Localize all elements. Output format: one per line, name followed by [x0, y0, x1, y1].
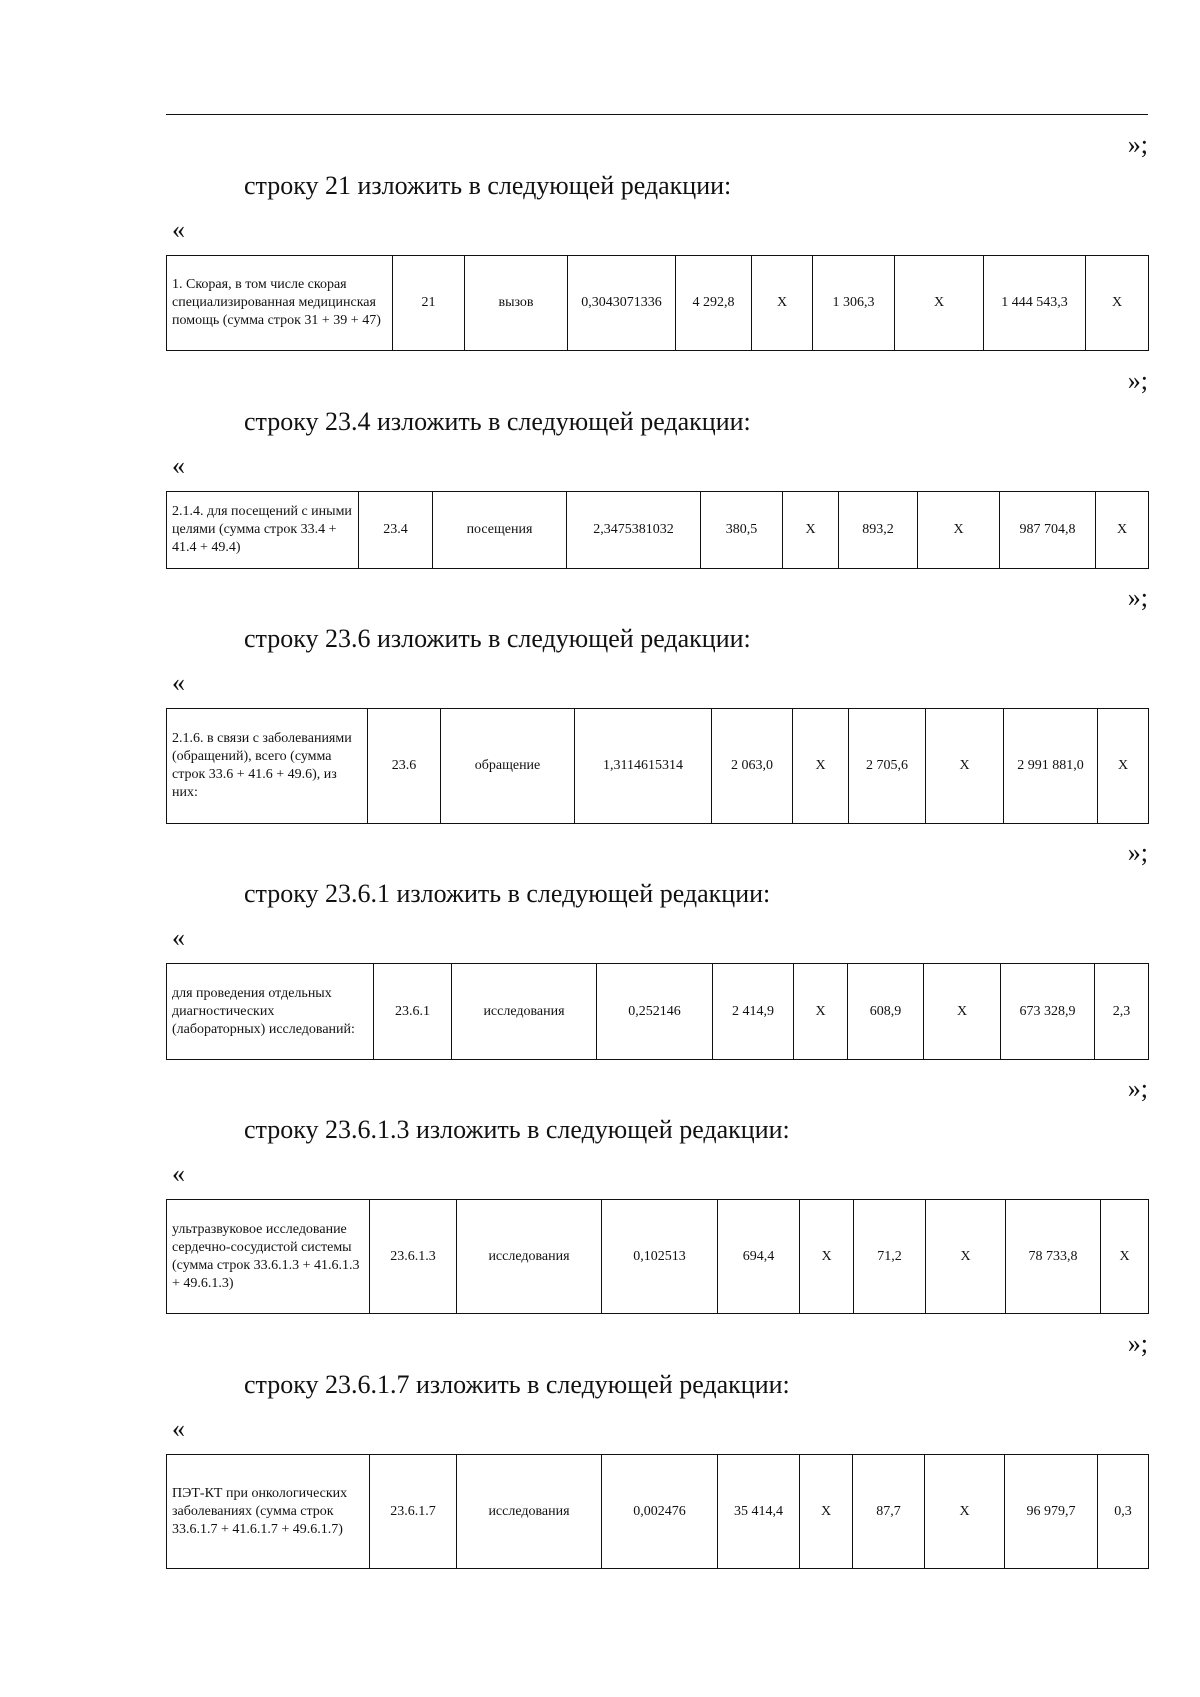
table-row	[167, 1455, 1149, 1569]
opening-quote: «	[172, 668, 185, 697]
unit-cell: исследования	[457, 1455, 602, 1569]
row-number-cell: 23.6.1.3	[370, 1200, 457, 1314]
unit-cell: посещения	[433, 492, 567, 569]
amendment-section-21	[166, 130, 1148, 352]
oms-per-capita-cell: 1 306,3	[813, 256, 895, 351]
amendment-section-23-6	[166, 583, 1148, 824]
amendment-table	[166, 963, 1149, 1060]
budget-total-cell: X	[925, 1455, 1005, 1569]
row-name-cell: 2.1.4. для посещений с иными целями (сумма строк 33.4 + 41.4 + 49.4)	[167, 492, 359, 569]
budget-total-cell: X	[926, 709, 1004, 824]
amendment-instruction: строку 23.6.1 изложить в следующей редакции:	[244, 879, 771, 908]
unit-cell: исследования	[452, 964, 597, 1060]
oms-per-capita-cell: 608,9	[848, 964, 924, 1060]
budget-per-capita-cell: X	[800, 1455, 853, 1569]
amendment-table	[166, 708, 1149, 824]
row-name-cell: 2.1.6. в связи с заболеваниями (обращений), всего (сумма строк 33.6 + 41.6 + 49.6), из них:	[167, 709, 368, 824]
percent-cell: X	[1101, 1200, 1149, 1314]
cost-norm-cell: 2 414,9	[713, 964, 794, 1060]
oms-per-capita-cell: 87,7	[853, 1455, 925, 1569]
cost-norm-cell: 35 414,4	[718, 1455, 800, 1569]
amendment-table	[166, 1199, 1149, 1314]
oms-per-capita-cell: 71,2	[854, 1200, 926, 1314]
percent-cell: X	[1098, 709, 1149, 824]
oms-total-cell: 2 991 881,0	[1004, 709, 1098, 824]
table-row	[167, 492, 1149, 569]
amendment-instruction: строку 21 изложить в следующей редакции:	[244, 171, 732, 200]
amendment-section-23-6-1	[166, 838, 1148, 1060]
volume-norm-cell: 2,3475381032	[567, 492, 701, 569]
budget-total-cell: X	[926, 1200, 1006, 1314]
row-name-cell: 1. Скорая, в том числе скорая специализированная медицинская помощь (сумма строк 31 + 39 + 47)	[167, 256, 393, 351]
table-row	[167, 256, 1149, 351]
row-number-cell: 23.4	[359, 492, 433, 569]
budget-total-cell: X	[895, 256, 984, 351]
unit-cell: обращение	[441, 709, 575, 824]
amendment-section-23-4	[166, 366, 1148, 569]
row-name-cell: ПЭТ-КТ при онкологических заболеваниях (сумма строк 33.6.1.7 + 41.6.1.7 + 49.6.1.7)	[167, 1455, 370, 1569]
amendment-table	[166, 255, 1149, 351]
budget-per-capita-cell: X	[752, 256, 813, 351]
cost-norm-cell: 2 063,0	[712, 709, 793, 824]
amendment-section-23-6-1-7	[166, 1329, 1148, 1569]
amendment-instruction: строку 23.6.1.7 изложить в следующей редакции:	[244, 1370, 790, 1399]
percent-cell: X	[1086, 256, 1149, 351]
amendment-instruction: строку 23.6.1.3 изложить в следующей редакции:	[244, 1115, 790, 1144]
row-number-cell: 23.6	[368, 709, 441, 824]
row-number-cell: 21	[393, 256, 465, 351]
oms-total-cell: 987 704,8	[1000, 492, 1096, 569]
opening-quote: «	[172, 1159, 185, 1188]
row-name-cell: для проведения отдельных диагностических (лабораторных) исследований:	[167, 964, 374, 1060]
oms-total-cell: 1 444 543,3	[984, 256, 1086, 351]
volume-norm-cell: 0,002476	[602, 1455, 718, 1569]
oms-total-cell: 78 733,8	[1006, 1200, 1101, 1314]
opening-quote: «	[172, 1414, 185, 1443]
budget-per-capita-cell: X	[794, 964, 848, 1060]
volume-norm-cell: 0,252146	[597, 964, 713, 1060]
budget-per-capita-cell: X	[793, 709, 849, 824]
oms-per-capita-cell: 893,2	[839, 492, 918, 569]
table-row	[167, 964, 1149, 1060]
opening-quote: «	[172, 923, 185, 952]
unit-cell: исследования	[457, 1200, 602, 1314]
closing-quote: »;	[1127, 838, 1148, 867]
volume-norm-cell: 1,3114615314	[575, 709, 712, 824]
closing-quote: »;	[1127, 366, 1148, 395]
closing-quote: »;	[1127, 1074, 1148, 1103]
volume-norm-cell: 0,3043071336	[568, 256, 676, 351]
budget-total-cell: X	[924, 964, 1001, 1060]
percent-cell: X	[1096, 492, 1149, 569]
opening-quote: «	[172, 451, 185, 480]
table-row	[167, 1200, 1149, 1314]
amendment-instruction: строку 23.6 изложить в следующей редакции:	[244, 624, 751, 653]
budget-total-cell: X	[918, 492, 1000, 569]
cost-norm-cell: 380,5	[701, 492, 783, 569]
budget-per-capita-cell: X	[783, 492, 839, 569]
closing-quote: »;	[1127, 583, 1148, 612]
row-number-cell: 23.6.1.7	[370, 1455, 457, 1569]
amendment-table	[166, 1454, 1149, 1569]
cost-norm-cell: 694,4	[718, 1200, 800, 1314]
closing-quote: »;	[1127, 1329, 1148, 1358]
oms-per-capita-cell: 2 705,6	[849, 709, 926, 824]
volume-norm-cell: 0,102513	[602, 1200, 718, 1314]
amendment-table	[166, 491, 1149, 569]
budget-per-capita-cell: X	[800, 1200, 854, 1314]
amendment-instruction: строку 23.4 изложить в следующей редакции:	[244, 407, 751, 436]
table-row	[167, 709, 1149, 824]
oms-total-cell: 673 328,9	[1001, 964, 1095, 1060]
top-rule	[166, 114, 1148, 115]
opening-quote: «	[172, 215, 185, 244]
unit-cell: вызов	[465, 256, 568, 351]
amendment-section-23-6-1-3	[166, 1074, 1148, 1314]
closing-quote: »;	[1127, 130, 1148, 159]
cost-norm-cell: 4 292,8	[676, 256, 752, 351]
percent-cell: 2,3	[1095, 964, 1149, 1060]
percent-cell: 0,3	[1098, 1455, 1149, 1569]
row-number-cell: 23.6.1	[374, 964, 452, 1060]
row-name-cell: ультразвуковое исследование сердечно-сосудистой системы (сумма строк 33.6.1.3 + 41.6.1.3 + 49.6.1.3)	[167, 1200, 370, 1314]
oms-total-cell: 96 979,7	[1005, 1455, 1098, 1569]
